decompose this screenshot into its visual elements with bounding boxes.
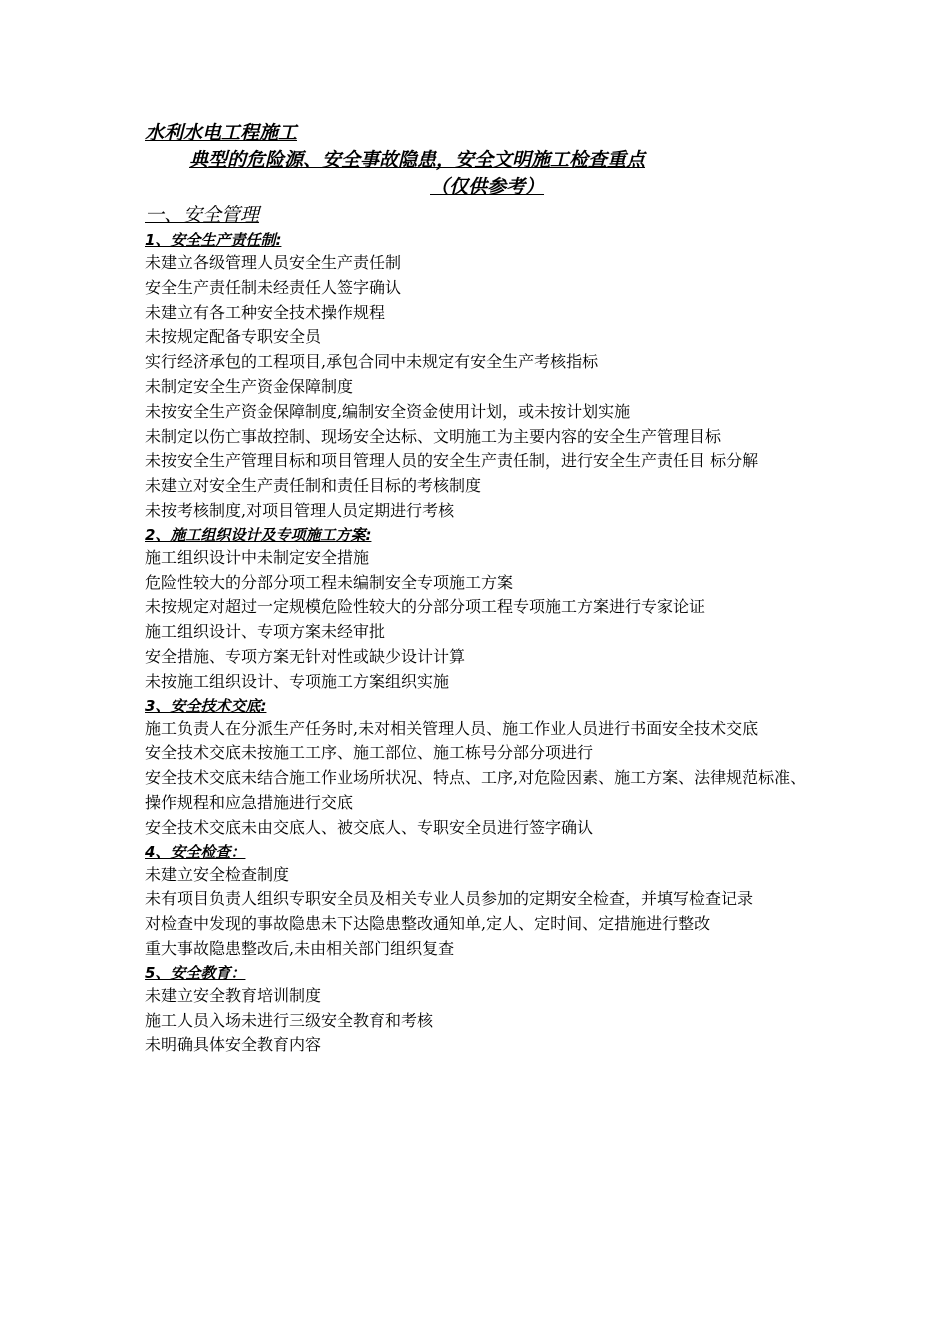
list-item: 未明确具体安全教育内容 <box>145 1035 322 1055</box>
list-item: 对检查中发现的事故隐患未下达隐患整改通知单,定人、定时间、定措施进行整改 <box>145 914 711 934</box>
subsection-technical-briefing <box>145 695 815 841</box>
subsection-safety-education <box>145 962 815 1058</box>
list-item: 未按规定对超过一定规模危险性较大的分部分项工程专项施工方案进行专家论证 <box>145 597 706 617</box>
list-item: 未按施工组织设计、专项施工方案组织实施 <box>145 671 450 691</box>
list-item: 实行经济承包的工程项目,承包合同中未规定有安全生产考核指标 <box>145 352 599 372</box>
list-item: 未有项目负责人组织专职安全员及相关专业人员参加的定期安全检查，并填写检查记录 <box>145 889 754 909</box>
list-item: 未按安全生产资金保障制度,编制安全资金使用计划，或未按计划实施 <box>145 401 631 421</box>
list-item: 施工负责人在分派生产任务时,未对相关管理人员、施工作业人员进行书面安全技术交底 <box>145 718 759 738</box>
list-item: 安全技术交底未由交底人、被交底人、专职安全员进行签字确认 <box>145 817 594 837</box>
subsection-heading: 3、安全技术交底: <box>145 696 267 715</box>
subsection-heading: 2、施工组织设计及专项施工方案: <box>145 525 372 544</box>
list-item: 安全措施、专项方案无针对性或缺少设计计算 <box>145 646 466 666</box>
doc-title-line-2: 典型的危险源、安全事故隐患，安全文明施工检查重点 <box>189 149 646 171</box>
list-item: 未制定安全生产资金保障制度 <box>145 376 354 396</box>
list-item: 未建立安全检查制度 <box>145 864 290 884</box>
subsection-heading: 4、安全检查： <box>145 842 246 861</box>
doc-title-line-3: （仅供参考） <box>430 176 545 198</box>
list-item: 施工组织设计、专项方案未经审批 <box>145 622 386 642</box>
section-title: 一、安全管理 <box>145 204 260 226</box>
list-item: 安全技术交底未按施工工序、施工部位、施工栋号分部分项进行 <box>145 743 594 763</box>
document-page <box>145 120 815 1058</box>
list-item: 未制定以伤亡事故控制、现场安全达标、文明施工为主要内容的安全生产管理目标 <box>145 426 722 446</box>
list-item: 施工组织设计中未制定安全措施 <box>145 547 370 567</box>
list-item: 施工人员入场未进行三级安全教育和考核 <box>145 1010 434 1030</box>
list-item: 安全技术交底未结合施工作业场所状况、特点、工序,对危险因素、施工方案、法律规范标准、操作规程和应急措施进行交底 <box>145 768 807 812</box>
list-item: 未建立安全教育培训制度 <box>145 985 322 1005</box>
subsection-responsibility <box>145 229 815 524</box>
doc-title-line-1: 水利水电工程施工 <box>145 122 298 144</box>
list-item: 危险性较大的分部分项工程未编制安全专项施工方案 <box>145 572 514 592</box>
subsection-safety-inspection <box>145 841 815 962</box>
list-item: 未建立各级管理人员安全生产责任制 <box>145 253 402 272</box>
subsection-heading: 1、安全生产责任制: <box>145 231 282 249</box>
list-item: 未建立有各工种安全技术操作规程 <box>145 302 386 322</box>
list-item: 重大事故隐患整改后,未由相关部门组织复查 <box>145 938 455 958</box>
list-item: 未按考核制度,对项目管理人员定期进行考核 <box>145 500 455 520</box>
list-item: 未建立对安全生产责任制和责任目标的考核制度 <box>145 476 482 496</box>
subsection-construction-plan <box>145 524 815 695</box>
list-item: 安全生产责任制未经责任人签字确认 <box>145 277 402 297</box>
list-item: 未按规定配备专职安全员 <box>145 327 322 347</box>
subsection-heading: 5、安全教育： <box>145 963 246 982</box>
list-item: 未按安全生产管理目标和项目管理人员的安全生产责任制，进行安全生产责任目 标分解 <box>145 451 759 471</box>
